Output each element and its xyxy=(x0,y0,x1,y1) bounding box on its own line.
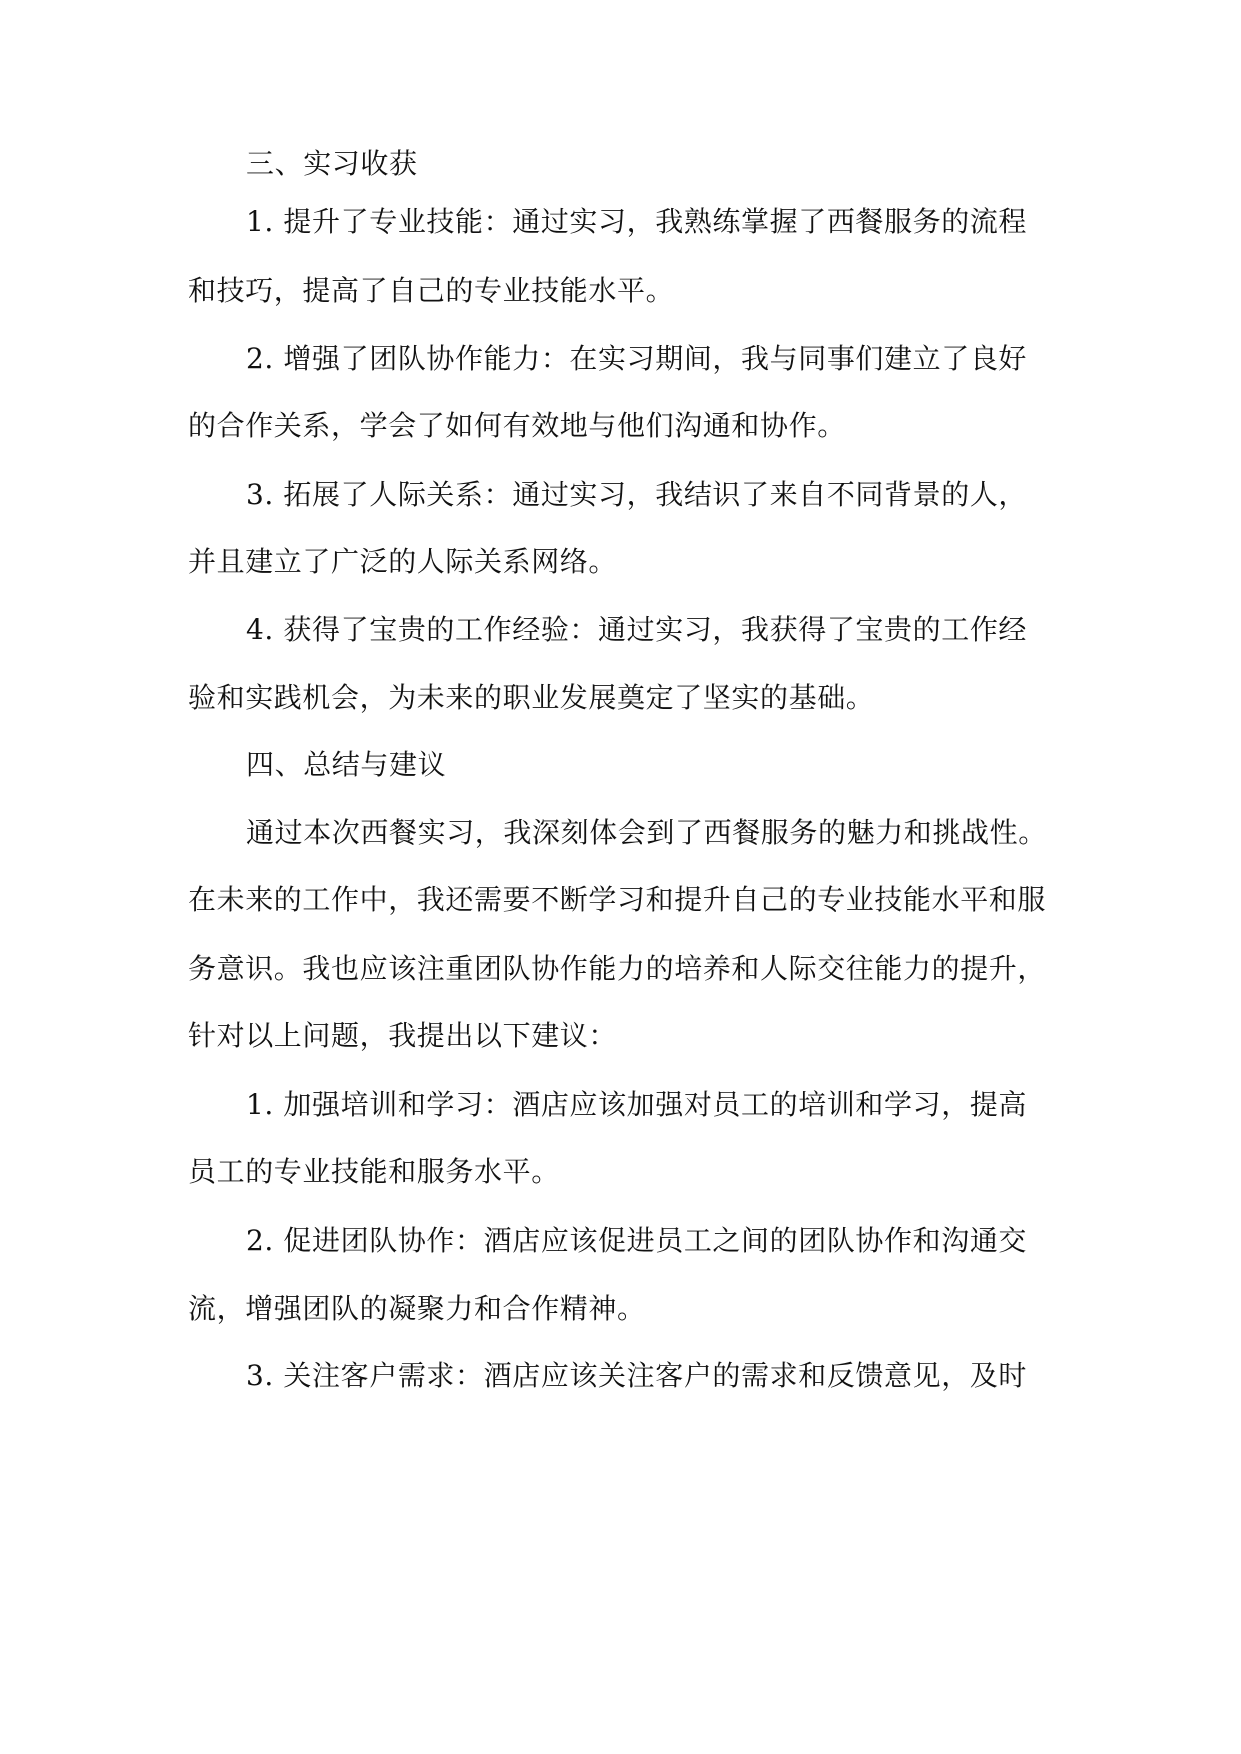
paragraph-line: 3. 关注客户需求：酒店应该关注客户的需求和反馈意见，及时 xyxy=(246,1359,1028,1392)
paragraph-line: 在未来的工作中，我还需要不断学习和提升自己的专业技能水平和服 xyxy=(188,883,1047,916)
section-heading-harvest: 三、实习收获 xyxy=(246,147,418,180)
section-heading-summary: 四、总结与建议 xyxy=(246,748,447,781)
paragraph-line: 1. 加强培训和学习：酒店应该加强对员工的培训和学习，提高 xyxy=(246,1088,1028,1121)
paragraph-line: 1. 提升了专业技能：通过实习，我熟练掌握了西餐服务的流程 xyxy=(246,205,1028,238)
paragraph-line: 2. 增强了团队协作能力：在实习期间，我与同事们建立了良好 xyxy=(246,342,1028,375)
paragraph-line: 的合作关系，学会了如何有效地与他们沟通和协作。 xyxy=(188,409,846,442)
paragraph-line: 针对以上问题，我提出以下建议： xyxy=(188,1019,618,1052)
paragraph-line: 务意识。我也应该注重团队协作能力的培养和人际交往能力的提升， xyxy=(188,952,1047,985)
paragraph-line: 3. 拓展了人际关系：通过实习，我结识了来自不同背景的人， xyxy=(246,478,1028,511)
paragraph-line: 验和实践机会，为未来的职业发展奠定了坚实的基础。 xyxy=(188,681,875,714)
paragraph-line: 流，增强团队的凝聚力和合作精神。 xyxy=(188,1292,646,1325)
paragraph-line: 通过本次西餐实习，我深刻体会到了西餐服务的魅力和挑战性。 xyxy=(246,816,1047,849)
paragraph-line: 并且建立了广泛的人际关系网络。 xyxy=(188,545,618,578)
paragraph-line: 和技巧，提高了自己的专业技能水平。 xyxy=(188,274,675,307)
paragraph-line: 员工的专业技能和服务水平。 xyxy=(188,1155,560,1188)
paragraph-line: 2. 促进团队协作：酒店应该促进员工之间的团队协作和沟通交 xyxy=(246,1224,1028,1257)
paragraph-line: 4. 获得了宝贵的工作经验：通过实习，我获得了宝贵的工作经 xyxy=(246,613,1028,646)
